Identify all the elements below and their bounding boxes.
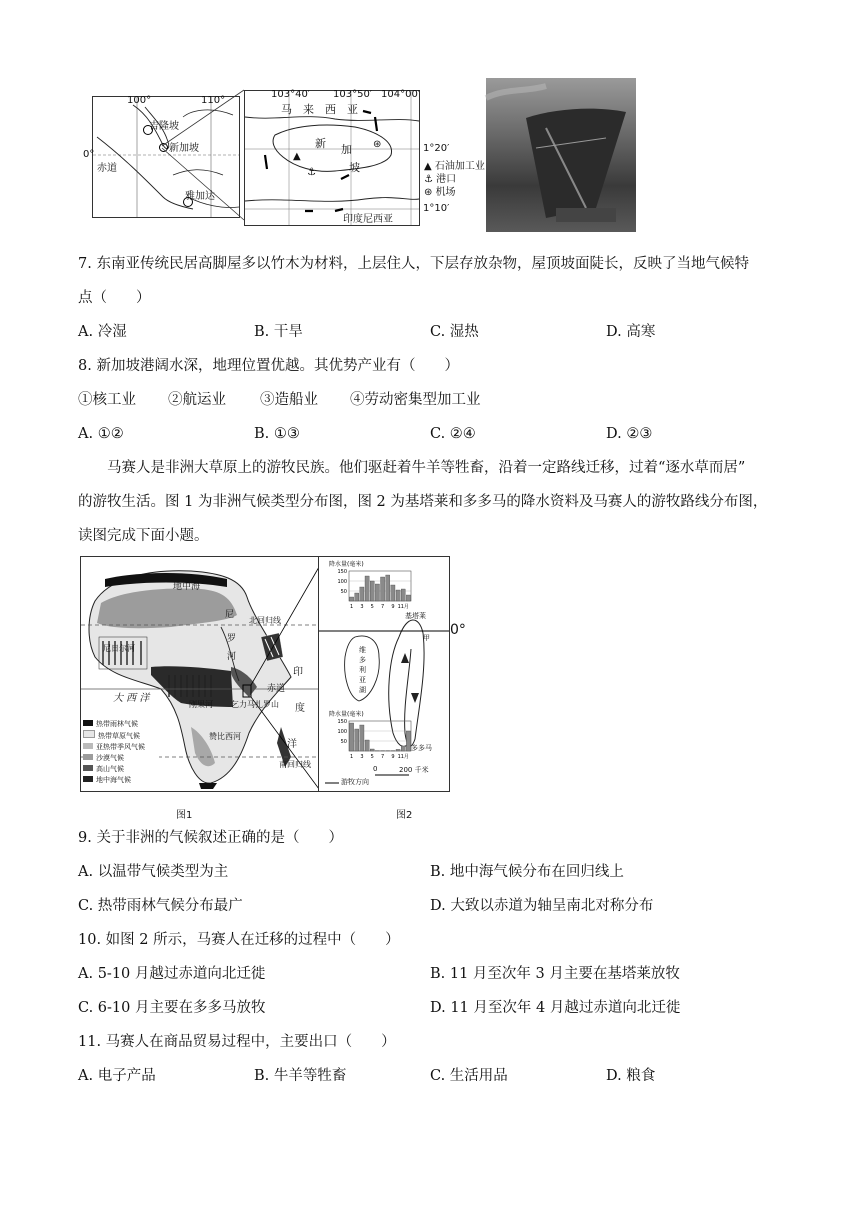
oil-legend-icon: ▲ <box>424 161 435 172</box>
label-indian-3: 洋 <box>287 739 297 750</box>
chart-bar <box>401 589 405 601</box>
chart-bar <box>396 590 400 601</box>
label-equator: 赤道 <box>267 684 286 694</box>
legend-swatch-monsoon <box>83 743 93 749</box>
chart-x-tick: 5 <box>370 754 374 760</box>
legend-oil <box>424 160 485 173</box>
chart-bar <box>365 740 369 751</box>
label-nile-1: 尼 <box>225 610 235 620</box>
label-atlantic: 大 西 洋 <box>113 693 150 704</box>
q10-option-d[interactable]: D. 11 月至次年 4 月越过赤道向北迁徙 <box>430 1000 681 1016</box>
zero-degree-label: 0° <box>450 622 466 638</box>
q9-option-c[interactable]: C. 热带雨林气候分布最广 <box>78 898 243 914</box>
route-lake-1: 维 <box>359 646 366 654</box>
lon-label-110: 110° <box>201 95 226 106</box>
q11-option-d[interactable]: D. 粮食 <box>606 1068 656 1084</box>
lat-label-1-10: 1°10′ <box>423 203 450 214</box>
chart-y-tick: 150 <box>337 569 347 575</box>
legend-swatch-mediterranean <box>83 776 93 782</box>
inset-lon-2: 103°50′ <box>333 89 373 100</box>
chart-bar <box>391 585 395 601</box>
chart-x-tick: 5 <box>370 604 374 610</box>
dodoma-rainfall-chart <box>327 709 427 761</box>
legend-highland-label: 高山气候 <box>96 765 124 773</box>
region-malaysia: 马 来 西 亚 <box>281 103 358 116</box>
chart-bar <box>375 584 379 601</box>
q9-option-a[interactable]: A. 以温带气候类型为主 <box>78 864 229 880</box>
q7-stem-line2: 点（ ） <box>78 290 151 306</box>
fig2-caption: 图2 <box>396 810 413 821</box>
africa-climate-map <box>80 556 320 792</box>
region-indonesia: 印度尼西亚 <box>343 214 393 225</box>
chart-y-tick: 100 <box>337 729 347 735</box>
inset-lon-1: 103°40′ <box>271 89 311 100</box>
chart-bar <box>406 595 410 601</box>
legend-mediterranean <box>83 775 159 786</box>
chart-bar <box>370 581 374 601</box>
q9-option-d[interactable]: D. 大致以赤道为轴呈南北对称分布 <box>430 898 654 914</box>
chart-x-tick: 3 <box>360 604 364 610</box>
label-indian-1: 印 <box>293 667 303 678</box>
q10-option-a[interactable]: A. 5-10 月越过赤道向北迁徙 <box>78 966 266 982</box>
label-nile-2: 罗 <box>227 634 237 644</box>
chart-bar <box>360 725 364 751</box>
equator-label: 赤道 <box>97 163 117 174</box>
chart-y-tick: 150 <box>337 719 347 725</box>
label-nile-3: 河 <box>227 652 237 662</box>
route-direction-legend: 游牧方向 <box>341 778 369 786</box>
fig1-legend <box>83 719 159 786</box>
legend-swatch-highland <box>83 765 93 771</box>
chart-x-tick: 3 <box>360 754 364 760</box>
chart-x-tick: 1 <box>349 604 354 610</box>
legend-desert <box>83 753 159 764</box>
place-dodoma: 多多马 <box>411 744 432 752</box>
legend-highland <box>83 764 159 775</box>
chart-x-tick: 11月 <box>397 604 409 610</box>
q11-stem: 11. 马赛人在商品贸易过程中，主要出口（ ） <box>78 1034 396 1050</box>
chart-bar <box>370 749 374 751</box>
legend-savanna <box>83 730 159 742</box>
label-indian-2: 度 <box>295 703 305 714</box>
lat-label-1-20: 1°20′ <box>423 143 450 154</box>
route-lake-2: 多 <box>359 656 366 664</box>
chart-bar <box>401 746 405 751</box>
chart-x-tick: 7 <box>380 604 385 610</box>
stilt-house-photo <box>486 78 636 232</box>
route-lake-3: 利 <box>359 666 366 674</box>
legend-swatch-desert <box>83 754 93 760</box>
chart-bar <box>381 577 385 601</box>
chart-title: 降水量(毫米) <box>329 561 364 568</box>
passage-line1: 马赛人是非洲大草原上的游牧民族。他们驱赶着牛羊等牲畜，沿着一定路线迁移，过着“逐水草而居” <box>107 460 746 476</box>
region-singapore-3: 坡 <box>349 161 360 174</box>
chart-bar <box>396 749 400 751</box>
label-tropic-cancer: 北回归线 <box>249 616 281 625</box>
q7-stem-line1: 7. 东南亚传统民居高脚屋多以竹木为材料，上层住人，下层存放杂物，屋顶坡面陡长，反映了当地气候特 <box>78 256 749 272</box>
legend-swatch-rainforest <box>83 720 93 726</box>
port-legend-icon: ⚓ <box>424 174 437 185</box>
q8-item-3: ③造船业 <box>260 392 318 408</box>
q10-stem: 10. 如图 2 所示，马赛人在迁移的过程中（ ） <box>78 932 400 948</box>
q7-option-c[interactable]: C. 湿热 <box>430 324 479 340</box>
fig1-caption: 图1 <box>176 810 193 821</box>
city-jakarta: 雅加达 <box>185 191 215 202</box>
region-singapore-1: 新 <box>315 137 326 150</box>
kitale-rainfall-chart <box>327 559 427 611</box>
legend-swatch-savanna <box>83 730 95 738</box>
chart-bar <box>360 587 364 601</box>
lat-label-0: 0° <box>83 149 95 160</box>
chart-bar <box>350 597 354 601</box>
chart-x-tick: 11月 <box>397 754 409 760</box>
q10-option-b[interactable]: B. 11 月至次年 3 月主要在基塔莱放牧 <box>430 966 680 982</box>
route-lake-4: 亚 <box>359 676 366 684</box>
q8-option-b[interactable]: B. ①③ <box>254 426 300 442</box>
legend-rainforest-label: 热带雨林气候 <box>96 720 138 728</box>
passage-line3: 读图完成下面小题。 <box>78 528 209 544</box>
legend-desert-label: 沙漠气候 <box>96 754 124 762</box>
label-congo-river: 刚果河 <box>189 700 213 709</box>
city-singapore: 新加坡 <box>169 143 199 154</box>
chart-y-tick: 50 <box>340 589 347 595</box>
chart-y-tick: 100 <box>337 579 347 585</box>
inset-lon-3: 104°00′ <box>381 89 421 100</box>
q9-stem: 9. 关于非洲的气候叙述正确的是（ ） <box>78 830 343 846</box>
legend-port-label: 港口 <box>436 174 457 185</box>
chart-bar <box>350 723 354 751</box>
legend-mediterranean-label: 地中海气候 <box>96 776 131 784</box>
port-icon: ⚓ <box>307 167 316 178</box>
chart-x-tick: 1 <box>349 754 354 760</box>
label-niger-river: 尼日尔河 <box>103 644 135 653</box>
label-tropic-capricorn: 南回归线 <box>279 760 311 769</box>
place-jia: 甲 <box>423 634 430 642</box>
chart-bar <box>355 729 359 751</box>
legend-monsoon <box>83 742 159 753</box>
region-singapore-2: 加 <box>341 143 352 156</box>
chart-bar <box>386 575 390 601</box>
legend-airport <box>424 186 485 199</box>
place-kitale: 基塔莱 <box>405 612 426 620</box>
inset-legend <box>424 160 485 199</box>
legend-port <box>424 173 485 186</box>
masai-route-map <box>318 556 450 792</box>
chart-x-tick: 7 <box>380 754 385 760</box>
label-kilimanjaro: 乞力马扎罗山 <box>231 700 279 709</box>
scale-200km: 200 千米 <box>399 766 429 774</box>
chart-y-tick: 50 <box>340 739 347 745</box>
chart-x-tick: 9 <box>391 604 395 610</box>
q8-stem: 8. 新加坡港阔水深，地理位置优越。其优势产业有（ ） <box>78 358 459 374</box>
q8-item-1: ①核工业 <box>78 392 136 408</box>
label-mediterranean: 地中海 <box>173 582 201 592</box>
chart-bar <box>355 593 359 601</box>
q10-option-c[interactable]: C. 6-10 月主要在多多马放牧 <box>78 1000 266 1016</box>
scale-zero: 0 <box>373 765 378 773</box>
airport-icon: ⊛ <box>373 139 382 150</box>
chart-bar <box>406 731 410 751</box>
legend-airport-label: 机场 <box>435 187 456 198</box>
passage-line2: 的游牧生活。图 1 为非洲气候类型分布图，图 2 为基塔莱和多多马的降水资料及马赛人的游牧路线分布图， <box>78 494 768 510</box>
q8-item-2: ②航运业 <box>168 392 226 408</box>
label-zambezi: 赞比西河 <box>209 732 241 741</box>
chart-title: 降水量(毫米) <box>329 711 364 718</box>
chart-x-tick: 9 <box>391 754 395 760</box>
q8-option-a[interactable]: A. ①② <box>78 426 124 442</box>
q7-option-d[interactable]: D. 高寒 <box>606 324 656 340</box>
legend-rainforest <box>83 719 159 730</box>
q11-option-b[interactable]: B. 牛羊等牲畜 <box>254 1068 347 1084</box>
q7-option-b[interactable]: B. 干旱 <box>254 324 303 340</box>
q7-option-a[interactable]: A. 冷湿 <box>78 324 127 340</box>
legend-oil-label: 石油加工业 <box>434 161 485 172</box>
q8-item-4: ④劳动密集型加工业 <box>350 392 481 408</box>
q8-option-c[interactable]: C. ②④ <box>430 426 476 442</box>
legend-savanna-label: 热带草原气候 <box>98 732 140 740</box>
q11-option-c[interactable]: C. 生活用品 <box>430 1068 508 1084</box>
legend-monsoon-label: 亚热带季风气候 <box>96 743 145 751</box>
q11-option-a[interactable]: A. 电子产品 <box>78 1068 156 1084</box>
q8-option-d[interactable]: D. ②③ <box>606 426 653 442</box>
airport-legend-icon: ⊛ <box>424 187 436 198</box>
oil-icon: ▲ <box>293 151 301 162</box>
lon-label-100: 100° <box>127 95 152 106</box>
route-lake-5: 湖 <box>359 686 366 694</box>
chart-bar <box>365 576 369 601</box>
q9-option-b[interactable]: B. 地中海气候分布在回归线上 <box>430 864 624 880</box>
city-kuala-lumpur: 吉隆坡 <box>149 121 179 132</box>
